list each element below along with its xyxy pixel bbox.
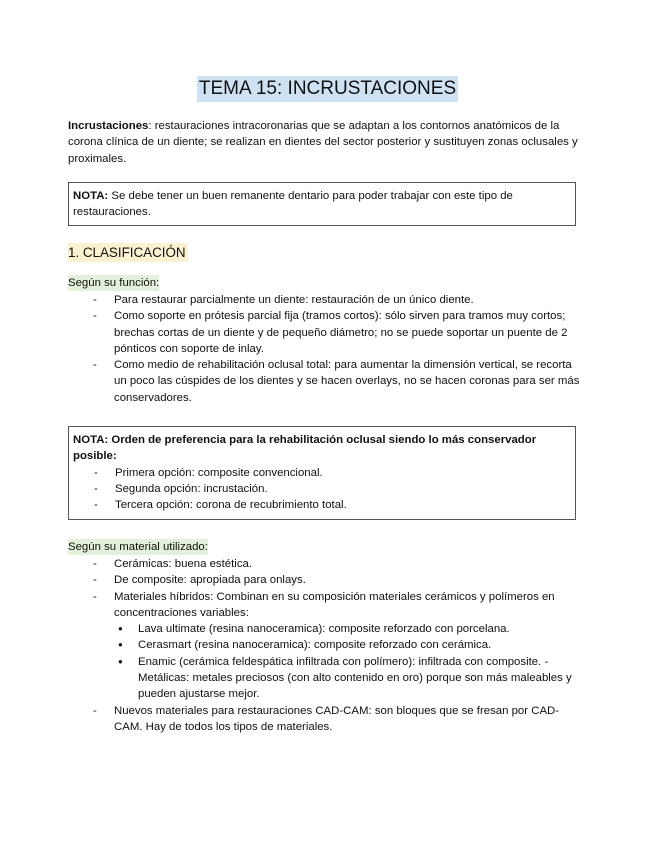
intro-paragraph xyxy=(68,118,583,167)
intro-term: Incrustaciones xyxy=(68,120,149,132)
material-list xyxy=(90,556,580,735)
list-item: - Segunda opción: incrustación. xyxy=(91,481,569,497)
note2-heading: NOTA: Orden de preferencia para la rehabilitación oclusal siendo lo más conservador posible: xyxy=(73,434,537,463)
list-item: - Nuevos materiales para restauraciones CAD-CAM: son bloques que se fresan por CAD-CAM. Hay de todos los tipos de materiales. xyxy=(90,703,580,736)
page-title: TEMA 15: INCRUSTACIONES xyxy=(197,76,458,102)
note2-list xyxy=(91,465,569,514)
list-item: - De composite: apropiada para onlays. xyxy=(90,572,580,588)
list-item: - Cerámicas: buena estética. xyxy=(90,556,580,572)
hybrid-list xyxy=(114,621,580,702)
note1-label: NOTA: xyxy=(73,190,109,202)
subheading-funcion: Según su función: xyxy=(68,275,159,291)
note-box-1 xyxy=(68,182,576,226)
list-item: - Para restaurar parcialmente un diente: restauración de un único diente. xyxy=(90,292,580,308)
subheading-material: Según su material utilizado: xyxy=(68,539,208,555)
hybrid-intro: Materiales híbridos: Combinan en su composición materiales cerámicos y polímeros en concentraciones variables: xyxy=(114,590,555,619)
list-item: ● Cerasmart (resina nanoceramica): composite reforzado con cerámica. xyxy=(114,637,580,653)
list-item: - Tercera opción: corona de recubrimiento total. xyxy=(91,497,569,513)
note1-text: Se debe tener un buen remanente dentario para poder trabajar con este tipo de restauraciones. xyxy=(73,190,513,219)
section-heading-clasificacion: 1. CLASIFICACIÓN xyxy=(68,245,186,260)
list-item: - Como soporte en prótesis parcial fija (tramos cortos): sólo sirven para tramos muy cortos; brechas cortas de un diente y de pequeño diámetro; no se puede soportar un puente de 2 pónticos con soporte de inlay. xyxy=(90,308,580,357)
list-item: - Como medio de rehabilitación oclusal total: para aumentar la dimensión vertical, se recorta un poco las cúspides de los dientes y se hacen overlays, no se hacen coronas para ser más conservadores. xyxy=(90,357,580,406)
function-list xyxy=(90,292,580,406)
note-box-2 xyxy=(68,426,576,520)
list-item: ● Lava ultimate (resina nanoceramica): composite reforzado con porcelana. xyxy=(114,621,580,637)
title-wrap xyxy=(0,76,655,102)
intro-text: : restauraciones intracoronarias que se adaptan a los contornos anatómicos de la corona clínica de un diente; se realizan en dientes del sector posterior y sustituyen zonas oclusales y proximales. xyxy=(68,120,578,165)
list-item: ● Enamic (cerámica feldespática infiltrada con polímero): infiltrada con composite. - Metálicas: metales preciosos (con alto contenido en oro) porque son más maleables y pueden ajustarse mejor. xyxy=(114,654,580,703)
list-item: - Primera opción: composite convencional. xyxy=(91,465,569,481)
list-item xyxy=(90,589,580,703)
